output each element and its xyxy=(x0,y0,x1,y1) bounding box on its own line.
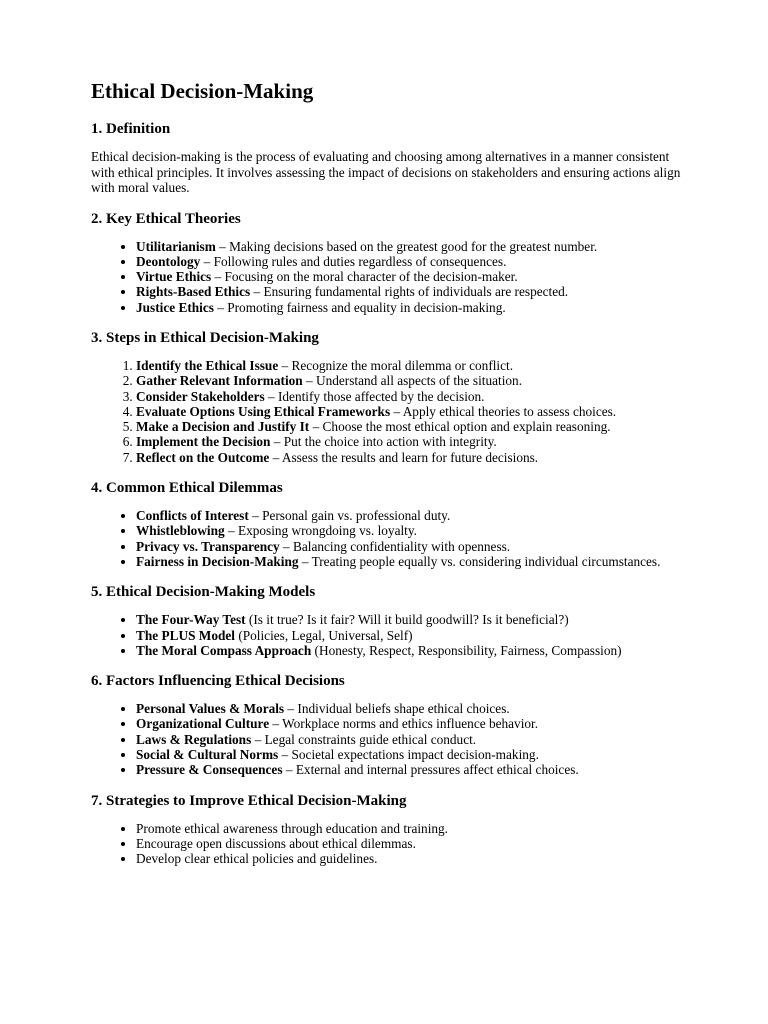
item-term: Gather Relevant Information xyxy=(136,373,303,389)
item-term: Laws & Regulations xyxy=(136,731,252,747)
section-steps xyxy=(91,328,691,465)
item-desc: – Apply ethical theories to assess choices. xyxy=(390,403,617,419)
dilemmas-list xyxy=(91,508,691,569)
list-item xyxy=(136,284,691,299)
list-item xyxy=(136,643,691,658)
section-heading: 6. Factors Influencing Ethical Decisions xyxy=(91,673,345,690)
section-heading: 2. Key Ethical Theories xyxy=(91,210,241,227)
item-term: The Four-Way Test xyxy=(136,612,246,628)
item-term: The PLUS Model xyxy=(136,627,235,643)
item-desc: – Workplace norms and ethics influence behavior. xyxy=(269,716,539,732)
item-desc: – Ensuring fundamental rights of individuals are respected. xyxy=(250,284,569,300)
item-term: Deontology xyxy=(136,253,201,269)
list-item xyxy=(136,254,691,269)
list-item xyxy=(136,450,691,465)
list-item xyxy=(136,539,691,554)
list-item xyxy=(136,612,691,627)
item-desc: – Promoting fairness and equality in decision-making. xyxy=(213,299,506,315)
item-desc: – External and internal pressures affect ethical choices. xyxy=(282,762,579,778)
item-term: Identify the Ethical Issue xyxy=(136,357,279,373)
item-desc: (Honesty, Respect, Responsibility, Fairness, Compassion) xyxy=(311,642,622,658)
section-dilemmas xyxy=(91,478,691,569)
list-item xyxy=(136,554,691,569)
item-desc: – Making decisions based on the greatest good for the greatest number. xyxy=(215,238,598,254)
list-item: • Promote ethical awareness through education and training. xyxy=(136,821,691,836)
list-item xyxy=(136,300,691,315)
item-desc: – Recognize the moral dilemma or conflict. xyxy=(278,357,514,373)
strategies-list xyxy=(91,821,691,867)
item-term: Implement the Decision xyxy=(136,434,271,450)
item-term: The Moral Compass Approach xyxy=(136,642,312,658)
document-page xyxy=(91,78,691,880)
item-desc: – Focusing on the moral character of the decision-maker. xyxy=(211,269,518,285)
item-term: Organizational Culture xyxy=(136,716,270,732)
section-strategies xyxy=(91,791,691,867)
theories-list xyxy=(91,239,691,315)
factors-list xyxy=(91,701,691,777)
models-list xyxy=(91,612,691,658)
item-desc: – Treating people equally vs. considering individual circumstances. xyxy=(298,553,661,569)
list-item xyxy=(136,762,691,777)
item-term: Make a Decision and Justify It xyxy=(136,419,310,435)
section-heading: 4. Common Ethical Dilemmas xyxy=(91,480,283,497)
steps-list xyxy=(91,358,691,465)
item-term: Personal Values & Morals xyxy=(136,701,285,717)
list-item xyxy=(136,239,691,254)
list-item xyxy=(136,373,691,388)
list-item xyxy=(136,628,691,643)
list-item xyxy=(136,419,691,434)
list-item xyxy=(136,434,691,449)
page-title: Ethical Decision-Making xyxy=(91,79,314,103)
section-factors xyxy=(91,671,691,777)
section-heading: 3. Steps in Ethical Decision-Making xyxy=(91,329,319,346)
item-desc: – Assess the results and learn for future decisions. xyxy=(269,449,539,465)
list-item xyxy=(136,358,691,373)
item-term: Consider Stakeholders xyxy=(136,388,265,404)
list-item: • Encourage open discussions about ethical dilemmas. xyxy=(136,836,691,851)
item-term: Utilitarianism xyxy=(136,238,216,254)
item-term: Virtue Ethics xyxy=(136,269,212,285)
item-desc: – Societal expectations impact decision-making. xyxy=(278,747,539,763)
list-item xyxy=(136,404,691,419)
item-term: Whistleblowing xyxy=(136,523,225,539)
item-desc: – Exposing wrongdoing vs. loyalty. xyxy=(224,523,417,539)
item-desc: – Put the choice into action with integrity. xyxy=(270,434,497,450)
item-term: Reflect on the Outcome xyxy=(136,449,270,465)
list-item xyxy=(136,389,691,404)
list-item xyxy=(136,523,691,538)
item-desc: – Choose the most ethical option and explain reasoning. xyxy=(309,419,611,435)
item-desc: – Personal gain vs. professional duty. xyxy=(248,508,451,524)
section-models xyxy=(91,582,691,658)
list-item xyxy=(136,747,691,762)
item-desc: – Legal constraints guide ethical conduct. xyxy=(251,731,477,747)
item-term: Conflicts of Interest xyxy=(136,508,249,524)
item-desc: – Individual beliefs shape ethical choices. xyxy=(284,701,510,717)
list-item xyxy=(136,701,691,716)
item-desc: – Understand all aspects of the situation. xyxy=(302,373,523,389)
item-term: Justice Ethics xyxy=(136,299,214,315)
item-term: Fairness in Decision-Making xyxy=(136,553,299,569)
list-item xyxy=(136,716,691,731)
section-heading: 5. Ethical Decision-Making Models xyxy=(91,584,316,601)
section-heading: 7. Strategies to Improve Ethical Decision-Making xyxy=(91,792,407,809)
item-desc: – Following rules and duties regardless of consequences. xyxy=(200,253,507,269)
item-desc: – Identify those affected by the decision. xyxy=(264,388,485,404)
list-item xyxy=(136,269,691,284)
item-term: Privacy vs. Transparency xyxy=(136,538,280,554)
list-item: • Develop clear ethical policies and guidelines. xyxy=(136,851,691,866)
item-desc: (Policies, Legal, Universal, Self) xyxy=(235,627,413,643)
item-term: Pressure & Consequences xyxy=(136,762,283,778)
list-item xyxy=(136,508,691,523)
list-item xyxy=(136,732,691,747)
definition-text: Ethical decision-making is the process of evaluating and choosing among alternatives in a manner consistent with ethical principles. It involves assessing the impact of decisions on stakeholders and ensuring actions align with moral values. xyxy=(91,149,681,195)
item-desc: (Is it true? Is it fair? Will it build goodwill? Is it beneficial?) xyxy=(245,612,569,628)
item-desc: – Balancing confidentiality with openness. xyxy=(279,538,511,554)
section-key-theories xyxy=(91,209,691,315)
section-definition xyxy=(91,119,691,196)
item-term: Rights-Based Ethics xyxy=(136,284,251,300)
section-heading: 1. Definition xyxy=(91,121,171,137)
item-term: Evaluate Options Using Ethical Frameworks xyxy=(136,403,391,419)
item-term: Social & Cultural Norms xyxy=(136,747,279,763)
